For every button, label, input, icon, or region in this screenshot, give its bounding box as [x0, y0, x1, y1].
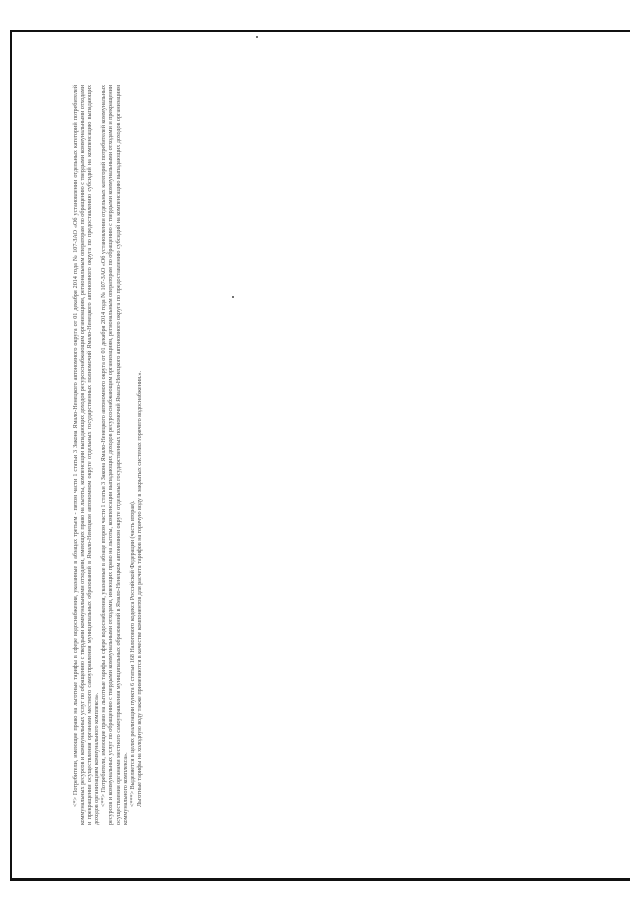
- scan-border-top: [10, 30, 630, 32]
- footnotes-rotated-text: [72, 85, 192, 825]
- scan-speck: [232, 296, 234, 298]
- footnote-2: <**> Потребители, имеющие право на льготные тарифы в сфере водоснабжения, указанные в абзаце втором части 1 статьи 3 Закона Ямало-Ненецкого автономного округа от 01 декабря 2014 года № 107-ЗАО «Об установлении отдельных категорий потребителей коммунальных ресурсов и коммунальных услуг по обращению с твердыми коммунальными отходами, имеющих право на льготы, компенсации выпадающих доходов ресурсоснабжающим организациям, региональным операторам по обращению с твердыми коммунальными отходами и прекращении осуществления органами местного самоуправления муниципальных образований в Ямало-Ненецком автономном округе отдельных государственных полномочий Ямало-Ненецкого автономного округа по предоставлению субсидий на компенсацию выпадающих доходов организациям коммунального комплекса».: [100, 85, 129, 825]
- footnote-note: Льготные тарифы на холодную воду также применяются в качестве компонентов для расчета тарифов на горячую воду в закрытых системах горячего водоснабжения.».: [135, 371, 143, 807]
- scan-border-bottom: [10, 878, 630, 881]
- footnotes-block: [72, 85, 192, 825]
- scan-border-left: [10, 30, 12, 880]
- scan-speck: [256, 36, 258, 38]
- footnote-3: <***> Выделяется в целях реализации пункта 6 статьи 168 Налогового кодекса Российской Федерации (часть вторая).: [128, 500, 136, 807]
- footnote-1: <*> Потребители, имеющие право на льготные тарифы в сфере водоснабжения, указанные в абзацах третьем - пятом части 1 статьи 3 Закона Ямало-Ненецкого автономного округа от 01 декабря 2014 года № 107-ЗАО «Об установлении отдельных категорий потребителей коммунальных ресурсов и коммунальных услуг по обращению с твердыми коммунальными отходами, имеющих право на льготы, компенсации выпадающих доходов ресурсоснабжающим организациям, региональным операторам по обращению с твердыми коммунальными отходами и прекращении осуществления органами местного самоуправления муниципальных образований в Ямало-Ненецком автономном округе отдельных государственных полномочий Ямало-Ненецкого автономного округа по предоставлению субсидий на компенсацию выпадающих доходов организациям коммунального комплекса».: [72, 85, 101, 825]
